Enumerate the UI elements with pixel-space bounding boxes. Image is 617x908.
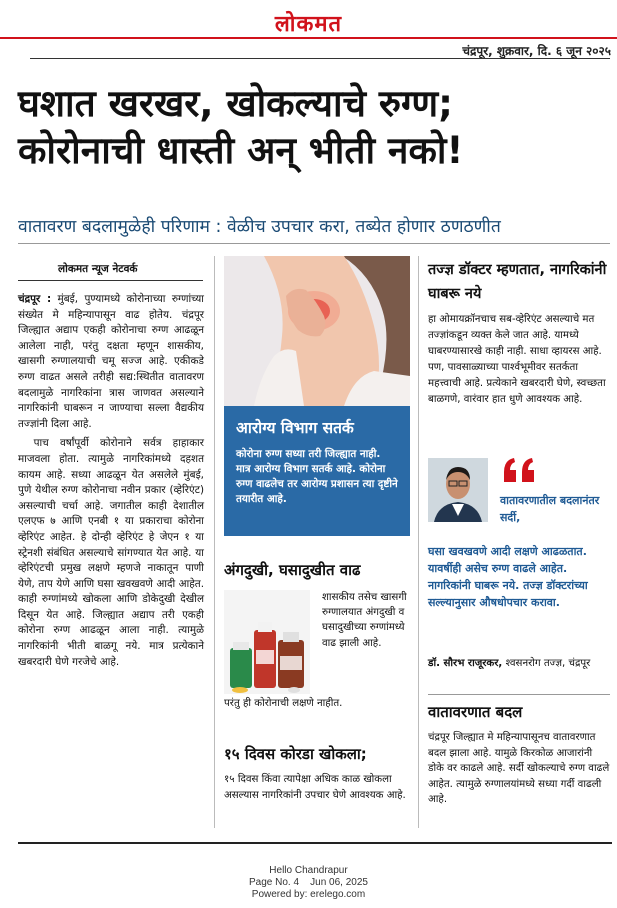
footer-edition: Hello Chandrapur	[269, 865, 348, 876]
alert-title: आरोग्य विभाग सतर्क	[236, 419, 354, 437]
medicine-bottles-image	[224, 590, 310, 694]
dateline-rule	[30, 58, 610, 59]
dry-cough-heading: १५ दिवस कोरडा खोकला;	[224, 745, 367, 763]
quote-icon	[500, 452, 540, 492]
alert-text: कोरोना रुग्ण सध्या तरी जिल्ह्यात नाही. मात्र आरोग्य विभाग सतर्क आहे. कोरोना रुग्ण वाढलेच तर आरोग्य प्रशासन त्या दृष्टीने तयारीत आहे.	[236, 448, 398, 505]
expert-doctors-text: हा ओमायक्रॉनचाच सब-व्हेरिएंट असल्याचे मत तज्ज्ञांकडून व्यक्त केले जात आहे. यामध्ये घाबरण्यासारखे काही नाही. साधा व्हायरस आहे. पण, पावसाळ्याच्या पार्श्वभूमीवर सतर्कता महत्त्वाची आहे. प्रत्येकाने खबरदारी घेणे, स्वच्छता बाळगणे, वारंवार हात धुणे आवश्यक आहे.	[428, 314, 606, 405]
weather-change-heading: वातावरणात बदल	[428, 703, 523, 721]
sore-throat-illustration	[224, 256, 410, 406]
headline-line-2: कोरोनाची धास्ती अन् भीती नको!	[18, 129, 464, 172]
headline	[18, 80, 610, 174]
doctor-quote: घसा खवखवणे आदी लक्षणे आढळतात. यावर्षीही असेच रुग्ण वाढले आहेत. नागरिकांनी घाबरू नये. तज्ज्ञ डॉक्टरांच्या सल्ल्यानुसार औषधोपचार करावा.	[428, 545, 588, 609]
dateline-place: चंद्रपूर :	[18, 293, 52, 305]
expert-doctors-heading: तज्ज्ञ डॉक्टर म्हणतात, नागरिकांनी घाबरू नये	[428, 262, 607, 302]
page-footer	[0, 865, 617, 901]
medicine-illustration	[224, 590, 310, 694]
main-article-body	[18, 292, 204, 674]
body-ache-heading: अंगदुखी, घसादुखीत वाढ	[224, 561, 361, 579]
byline: लोकमत न्यूज नेटवर्क	[58, 263, 138, 275]
masthead	[0, 0, 617, 58]
body-ache-text: शासकीय तसेच खासगी रुग्णालयात अंगदुखी व घसादुखीच्या रुग्णांमध्ये वाढ झाली आहे.	[322, 592, 407, 649]
byline-rule	[18, 280, 203, 281]
column-divider-1	[214, 256, 215, 828]
footer-page-date: Page No. 4 Jun 06, 2025	[249, 877, 368, 888]
dateline: चंद्रपूर, शुक्रवार, दि. ६ जून २०२५	[462, 44, 611, 58]
quote-glyph	[500, 452, 540, 492]
body-ache-tail: परंतु ही कोरोनाची लक्षणे नाहीत.	[224, 698, 343, 709]
doctor-quote-top: वातावरणातील बदलानंतर सर्दी,	[500, 494, 600, 524]
sore-throat-photo	[224, 256, 410, 406]
paragraph-1-text: मुंबई, पुण्यामध्ये कोरोनाच्या रुग्णांच्या संख्येत मे महिन्यापासून वाढ होतेय. चंद्रपूर जिल्ह्यात अद्याप एकही कोरोनाचा रुग्ण आढळून आलेला नाही, परंतु दक्षता म्हणून शासकीय, खासगी रुग्णालयाची चमू सज्ज आहे. एकीकडे रुग्ण वाढत असले तरीही सद्य:स्थितीत वातावरण बदलामुळे नागरिकांना त्रास जाणवत असल्याने नागरिकांनी घाबरून न जाण्याचा सल्ला वैद्यकीय तज्ज्ञांनी दिला आहे.	[18, 293, 204, 430]
footer-powered-by: Powered by: erelego.com	[251, 889, 366, 900]
doctor-title: श्वसनरोग तज्ज्ञ, चंद्रपूर	[505, 658, 591, 669]
masthead-rule	[0, 37, 617, 39]
article-paragraph-1	[18, 292, 204, 432]
column-3-rule	[428, 694, 610, 695]
quote-attribution	[428, 656, 610, 672]
weather-change-text: चंद्रपूर जिल्ह्यात मे महिन्यापासूनच वातावरणात बदल झाला आहे. यामुळे किरकोळ आजारांनी डोके वर काढले आहे. सर्दी खोकल्याचे रुग्ण वाढले आहेत. त्यामुळे रुग्णालयांमध्ये सध्या गर्दी वाढली आहे.	[428, 732, 610, 806]
subhead-rule	[18, 243, 610, 244]
lokmat-logo: लोकमत	[274, 11, 343, 37]
doctor-portrait	[428, 458, 488, 522]
dry-cough-text: १५ दिवस किंवा त्यापेक्षा अधिक काळ खोकला असल्यास नागरिकांनी उपचार घेणे आवश्यक आहे.	[224, 774, 406, 801]
doctor-name: डॉ. सौरभ राजूरकर,	[428, 658, 503, 669]
subheadline: वातावरण बदलामुळेही परिणाम : वेळीच उपचार करा, तब्येत होणार ठणठणीत	[18, 217, 501, 237]
portrait-illustration	[428, 458, 488, 522]
page-bottom-rule	[18, 842, 612, 844]
column-divider-2	[418, 256, 419, 828]
article-paragraph-2: पाच वर्षांपूर्वी कोरोनाने सर्वत्र हाहाकार माजवला होता. त्यामुळे नागरिकांमध्ये दहशत कायम आहे. सध्या आढळून येत असलेले मुंबई, पुणे येथील रुग्ण कोरोनाचा नवीन प्रकार (व्हेरिएंट) असल्याची चर्चा आहे. जगातील काही देशातील एलएफ ७ आणि एनबी १ या प्रकाराचा कोरोना व्हेरिएंट आहेत. हे दोन्ही व्हेरिएंट हे जेएन १ या स्ट्रेनशी संबंधित असल्याचे सांगण्यात येत आहे. या व्हेरिएंटची प्रमुख लक्षणे म्हणजे नाकातून पाणी येणे, ताप येणे आणि घसा खवखवणे आदी आहेत. काही रुग्णांमध्ये खोकला आणि डोकेदुखी देखील दिसून येत आहे. जिल्ह्यात अद्याप तरी एकही कोरोना रुग्ण आढळून आला नाही. त्यामुळे नागरिकांनी भीती बाळगू नये. मात्र प्रत्येकाने खबरदारी घेणे गरजेचे आहे.	[18, 437, 204, 668]
headline-line-1: घशात खरखर, खोकल्याचे रुग्ण;	[18, 82, 453, 125]
health-department-alert-box	[224, 406, 410, 536]
